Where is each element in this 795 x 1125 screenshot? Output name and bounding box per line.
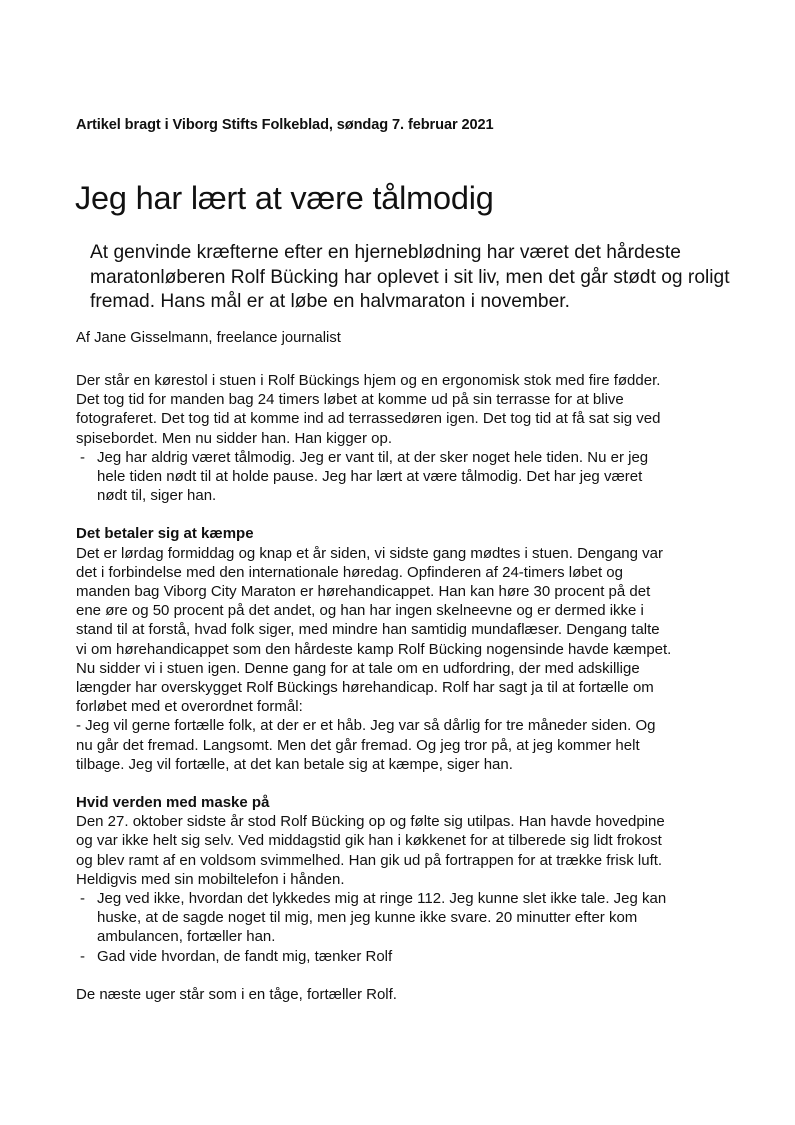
body-line: Heldigvis med sin mobiltelefon i hånden. <box>76 870 345 888</box>
quote-line: Gad vide hvordan, de fandt mig, tænker Rolf <box>97 947 393 965</box>
article-lead <box>90 241 750 315</box>
quote-line: Jeg ved ikke, hvordan det lykkedes mig at ringe 112. Jeg kunne slet ikke tale. Jeg kan <box>97 890 667 908</box>
body-line: Det tog tid for manden bag 24 timers løbet at komme ud på sin terrasse for at blive <box>76 391 624 409</box>
body-line: nu går det fremad. Langsomt. Men det går fremad. Og jeg tror på, at jeg kommer helt <box>76 736 640 754</box>
paragraph-gap <box>76 966 766 985</box>
article-title: Jeg har lært at være tålmodig <box>75 180 494 216</box>
body-line: vi om hørehandicappet som den hårdeste kamp Rolf Bücking nogensinde havde kæmpet. <box>76 640 672 658</box>
quote-line: hele tiden nødt til at holde pause. Jeg har lært at være tålmodig. Det har jeg været <box>97 468 643 486</box>
body-line: Nu sidder vi i stuen igen. Denne gang for at tale om en udfordring, der med adskillige <box>76 659 640 677</box>
section-hvid-verden <box>76 793 766 1004</box>
body-line: Den 27. oktober sidste år stod Rolf Bücking op og følte sig utilpas. Han havde hovedpine <box>76 813 665 831</box>
body-line: forløbet med et overordnet formål: <box>76 698 303 716</box>
dash-bullet-icon: - <box>80 947 85 965</box>
body-line: manden bag Viborg City Maraton er hørehandicappet. Han kan høre 30 procent på det <box>76 583 651 601</box>
quote-line: huske, at de sagde noget til mig, men jeg kunne ikke svare. 20 minutter efter kom <box>97 909 638 927</box>
body-line: Det er lørdag formiddag og knap et år siden, vi sidste gang mødtes i stuen. Dengang var <box>76 544 663 562</box>
body-line: længder har overskygget Rolf Bückings hørehandicap. Rolf har sagt ja til at fortælle om <box>76 679 654 697</box>
body-line: fotograferet. Det tog tid at komme ind ad terrassedøren igen. Det tog tid at få sat sig ved <box>76 410 661 428</box>
body-line: ene øre og 50 procent på det andet, og han har ingen skelneevne og er dermed ikke i <box>76 602 644 620</box>
body-line: - Jeg vil gerne fortælle folk, at der er et håb. Jeg var så dårlig for tre måneder siden. Og <box>76 717 656 735</box>
quote-line: Jeg har aldrig været tålmodig. Jeg er vant til, at der sker noget hele tiden. Nu er jeg <box>97 448 649 466</box>
dash-bullet-icon: - <box>80 448 85 466</box>
body-line: stand til at forstå, hvad folk siger, med mindre han samtidig mundaflæser. Dengang talte <box>76 621 660 639</box>
quote-line: ambulancen, fortæller han. <box>97 928 276 946</box>
intro-paragraph <box>76 371 766 448</box>
section-heading: Det betaler sig at kæmpe <box>76 525 254 543</box>
section-heading: Hvid verden med maske på <box>76 794 270 812</box>
body-line: tilbage. Jeg vil fortælle, at det kan betale sig at kæmpe, siger han. <box>76 755 513 773</box>
body-line: det i forbindelse med den internationale høredag. Opfinderen af 24-timers løbet og <box>76 563 623 581</box>
lead-line: maratonløberen Rolf Bücking har oplevet i sit liv, men det går stødt og roligt <box>90 266 730 288</box>
quote-bullet <box>76 947 766 966</box>
lead-line: fremad. Hans mål er at løbe en halvmaraton i november. <box>90 291 570 312</box>
quote-line: nødt til, siger han. <box>97 487 217 505</box>
source-line: Artikel bragt i Viborg Stifts Folkeblad, søndag 7. februar 2021 <box>76 117 494 133</box>
quote-bullet <box>76 889 766 947</box>
section-betaler-sig <box>76 524 766 774</box>
article-body <box>76 371 766 1004</box>
body-line: Der står en kørestol i stuen i Rolf Bückings hjem og en ergonomisk stok med fire fødder. <box>76 372 661 389</box>
body-line: og var ikke helt sig selv. Ved middagstid gik han i køkkenet for at tilberede sig lidt frokost <box>76 832 662 850</box>
byline: Af Jane Gisselmann, freelance journalist <box>76 330 341 346</box>
paragraph-gap <box>76 505 766 524</box>
body-line: spisebordet. Men nu sidder han. Han kigger op. <box>76 429 393 447</box>
closing-line: De næste uger står som i en tåge, fortæller Rolf. <box>76 985 397 1003</box>
paragraph-gap <box>76 774 766 793</box>
lead-line: At genvinde kræfterne efter en hjerneblødning har været det hårdeste <box>90 242 681 263</box>
quote-bullet <box>76 448 766 506</box>
dash-bullet-icon: - <box>80 890 85 908</box>
body-line: og blev ramt af en voldsom svimmelhed. Han gik ud på fortrappen for at trække frisk luft. <box>76 851 663 869</box>
